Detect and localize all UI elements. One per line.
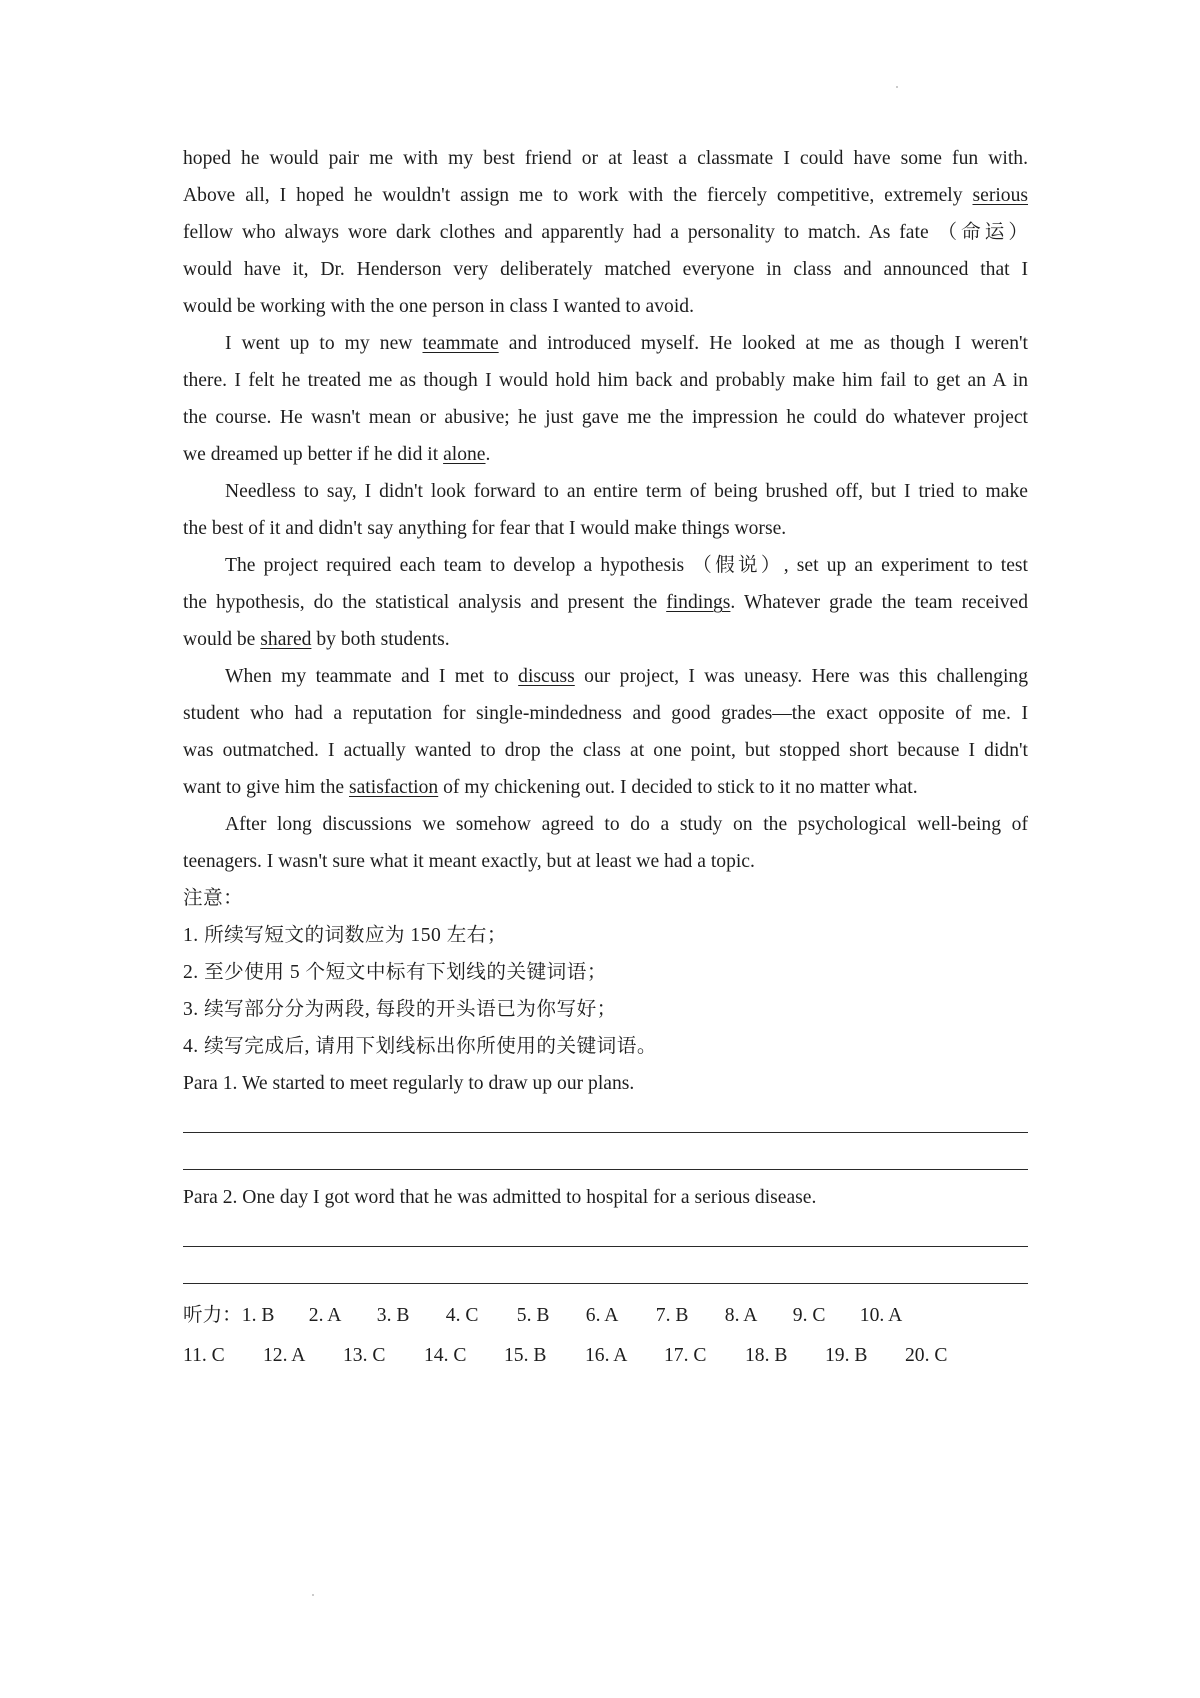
- answer-row: [183, 1336, 1028, 1376]
- text-line: Above all, I hoped he wouldn't assign me to work with the fiercely competitive, extremely serious: [183, 185, 1029, 206]
- answers-label: 听力：: [183, 1305, 242, 1326]
- text-line: student who had a reputation for single-mindedness and good grades—the exact opposite of me. I: [183, 703, 1028, 724]
- text-line: I went up to my new teammate and introduced myself. He looked at me as though I weren't: [225, 333, 1028, 354]
- answer: 3. B: [376, 1305, 410, 1326]
- text-line: would be working with the one person in class I wanted to avoid.: [183, 296, 694, 317]
- answer: 18. B: [745, 1345, 788, 1366]
- note-item: 2. 至少使用 5 个短文中标有下划线的关键词语；: [183, 962, 607, 983]
- text-line: the course. He wasn't mean or abusive; he just gave me the impression he could do whatever project: [183, 407, 1028, 428]
- writing-line[interactable]: [183, 1253, 1028, 1290]
- text-line: The project required each team to develop a hypothesis （假说）, set up an experiment to test: [225, 555, 1028, 576]
- answer: 17. C: [664, 1345, 707, 1366]
- para2-prompt: Para 2. One day I got word that he was admitted to hospital for a serious disease.: [183, 1187, 817, 1208]
- answer: 11. C: [183, 1345, 225, 1366]
- text-line: we dreamed up better if he did it alone.: [183, 444, 491, 465]
- answer: 2. A: [308, 1305, 342, 1326]
- writing-line[interactable]: [183, 1102, 1028, 1139]
- answer: 13. C: [343, 1345, 386, 1366]
- answer: 12. A: [263, 1345, 306, 1366]
- answer: 6. A: [585, 1305, 619, 1326]
- notes-title: 注意：: [183, 888, 244, 909]
- answer-row: [183, 1296, 1028, 1336]
- writing-line[interactable]: [183, 1216, 1028, 1253]
- answer: 8. A: [724, 1305, 758, 1326]
- answer: 1. B: [241, 1305, 275, 1326]
- answer: 16. A: [585, 1345, 628, 1366]
- answer: 7. B: [655, 1305, 689, 1326]
- text-line: After long discussions we somehow agreed to do a study on the psychological well-being of: [225, 814, 1028, 835]
- keyword-findings: findings: [666, 592, 731, 613]
- answer: 20. C: [905, 1345, 948, 1366]
- scan-speck: [896, 86, 898, 88]
- text-line: the hypothesis, do the statistical analysis and present the findings. Whatever grade the team received: [183, 592, 1029, 613]
- answer: 19. B: [825, 1345, 868, 1366]
- keyword-discuss: discuss: [518, 666, 575, 687]
- text-line: want to give him the satisfaction of my chickening out. I decided to stick to it no matter what.: [183, 777, 918, 798]
- scan-speck: [312, 1594, 314, 1596]
- text-line: teenagers. I wasn't sure what it meant exactly, but at least we had a topic.: [183, 851, 755, 872]
- keyword-teammate: teammate: [422, 333, 499, 354]
- keyword-shared: shared: [260, 629, 312, 650]
- answer: 5. B: [516, 1305, 550, 1326]
- keyword-alone: alone: [443, 444, 486, 465]
- text-line: there. I felt he treated me as though I would hold him back and probably make him fail to get an A in: [183, 370, 1028, 391]
- writing-line[interactable]: [183, 1139, 1028, 1176]
- answer: 10. A: [859, 1305, 903, 1326]
- answer: 15. B: [504, 1345, 547, 1366]
- document-page: [183, 140, 1028, 1376]
- text-line: fellow who always wore dark clothes and apparently had a personality to match. As fate （命运）: [183, 222, 1028, 243]
- note-item: 1. 所续写短文的词数应为 150 左右；: [183, 925, 507, 946]
- text-line: would be shared by both students.: [183, 629, 450, 650]
- text-line: When my teammate and I met to discuss our project, I was uneasy. Here was this challenging: [225, 666, 1028, 687]
- note-item: 3. 续写部分分为两段, 每段的开头语已为你写好；: [183, 999, 617, 1020]
- answer: 4. C: [445, 1305, 479, 1326]
- answer: 14. C: [424, 1345, 467, 1366]
- answer: 9. C: [792, 1305, 826, 1326]
- text-line: would have it, Dr. Henderson very deliberately matched everyone in class and announced that I: [183, 259, 1028, 280]
- text-line: hoped he would pair me with my best friend or at least a classmate I could have some fun with.: [183, 148, 1028, 169]
- keyword-serious: serious: [972, 185, 1029, 206]
- text-line: Needless to say, I didn't look forward to an entire term of being brushed off, but I tried to make: [225, 481, 1028, 502]
- keyword-satisfaction: satisfaction: [348, 777, 439, 798]
- para1-prompt: Para 1. We started to meet regularly to draw up our plans.: [183, 1073, 635, 1094]
- text-line: was outmatched. I actually wanted to drop the class at one point, but stopped short because I didn't: [183, 740, 1028, 761]
- note-item: 4. 续写完成后, 请用下划线标出你所使用的关键词语。: [183, 1036, 657, 1057]
- text-line: the best of it and didn't say anything for fear that I would make things worse.: [183, 518, 787, 539]
